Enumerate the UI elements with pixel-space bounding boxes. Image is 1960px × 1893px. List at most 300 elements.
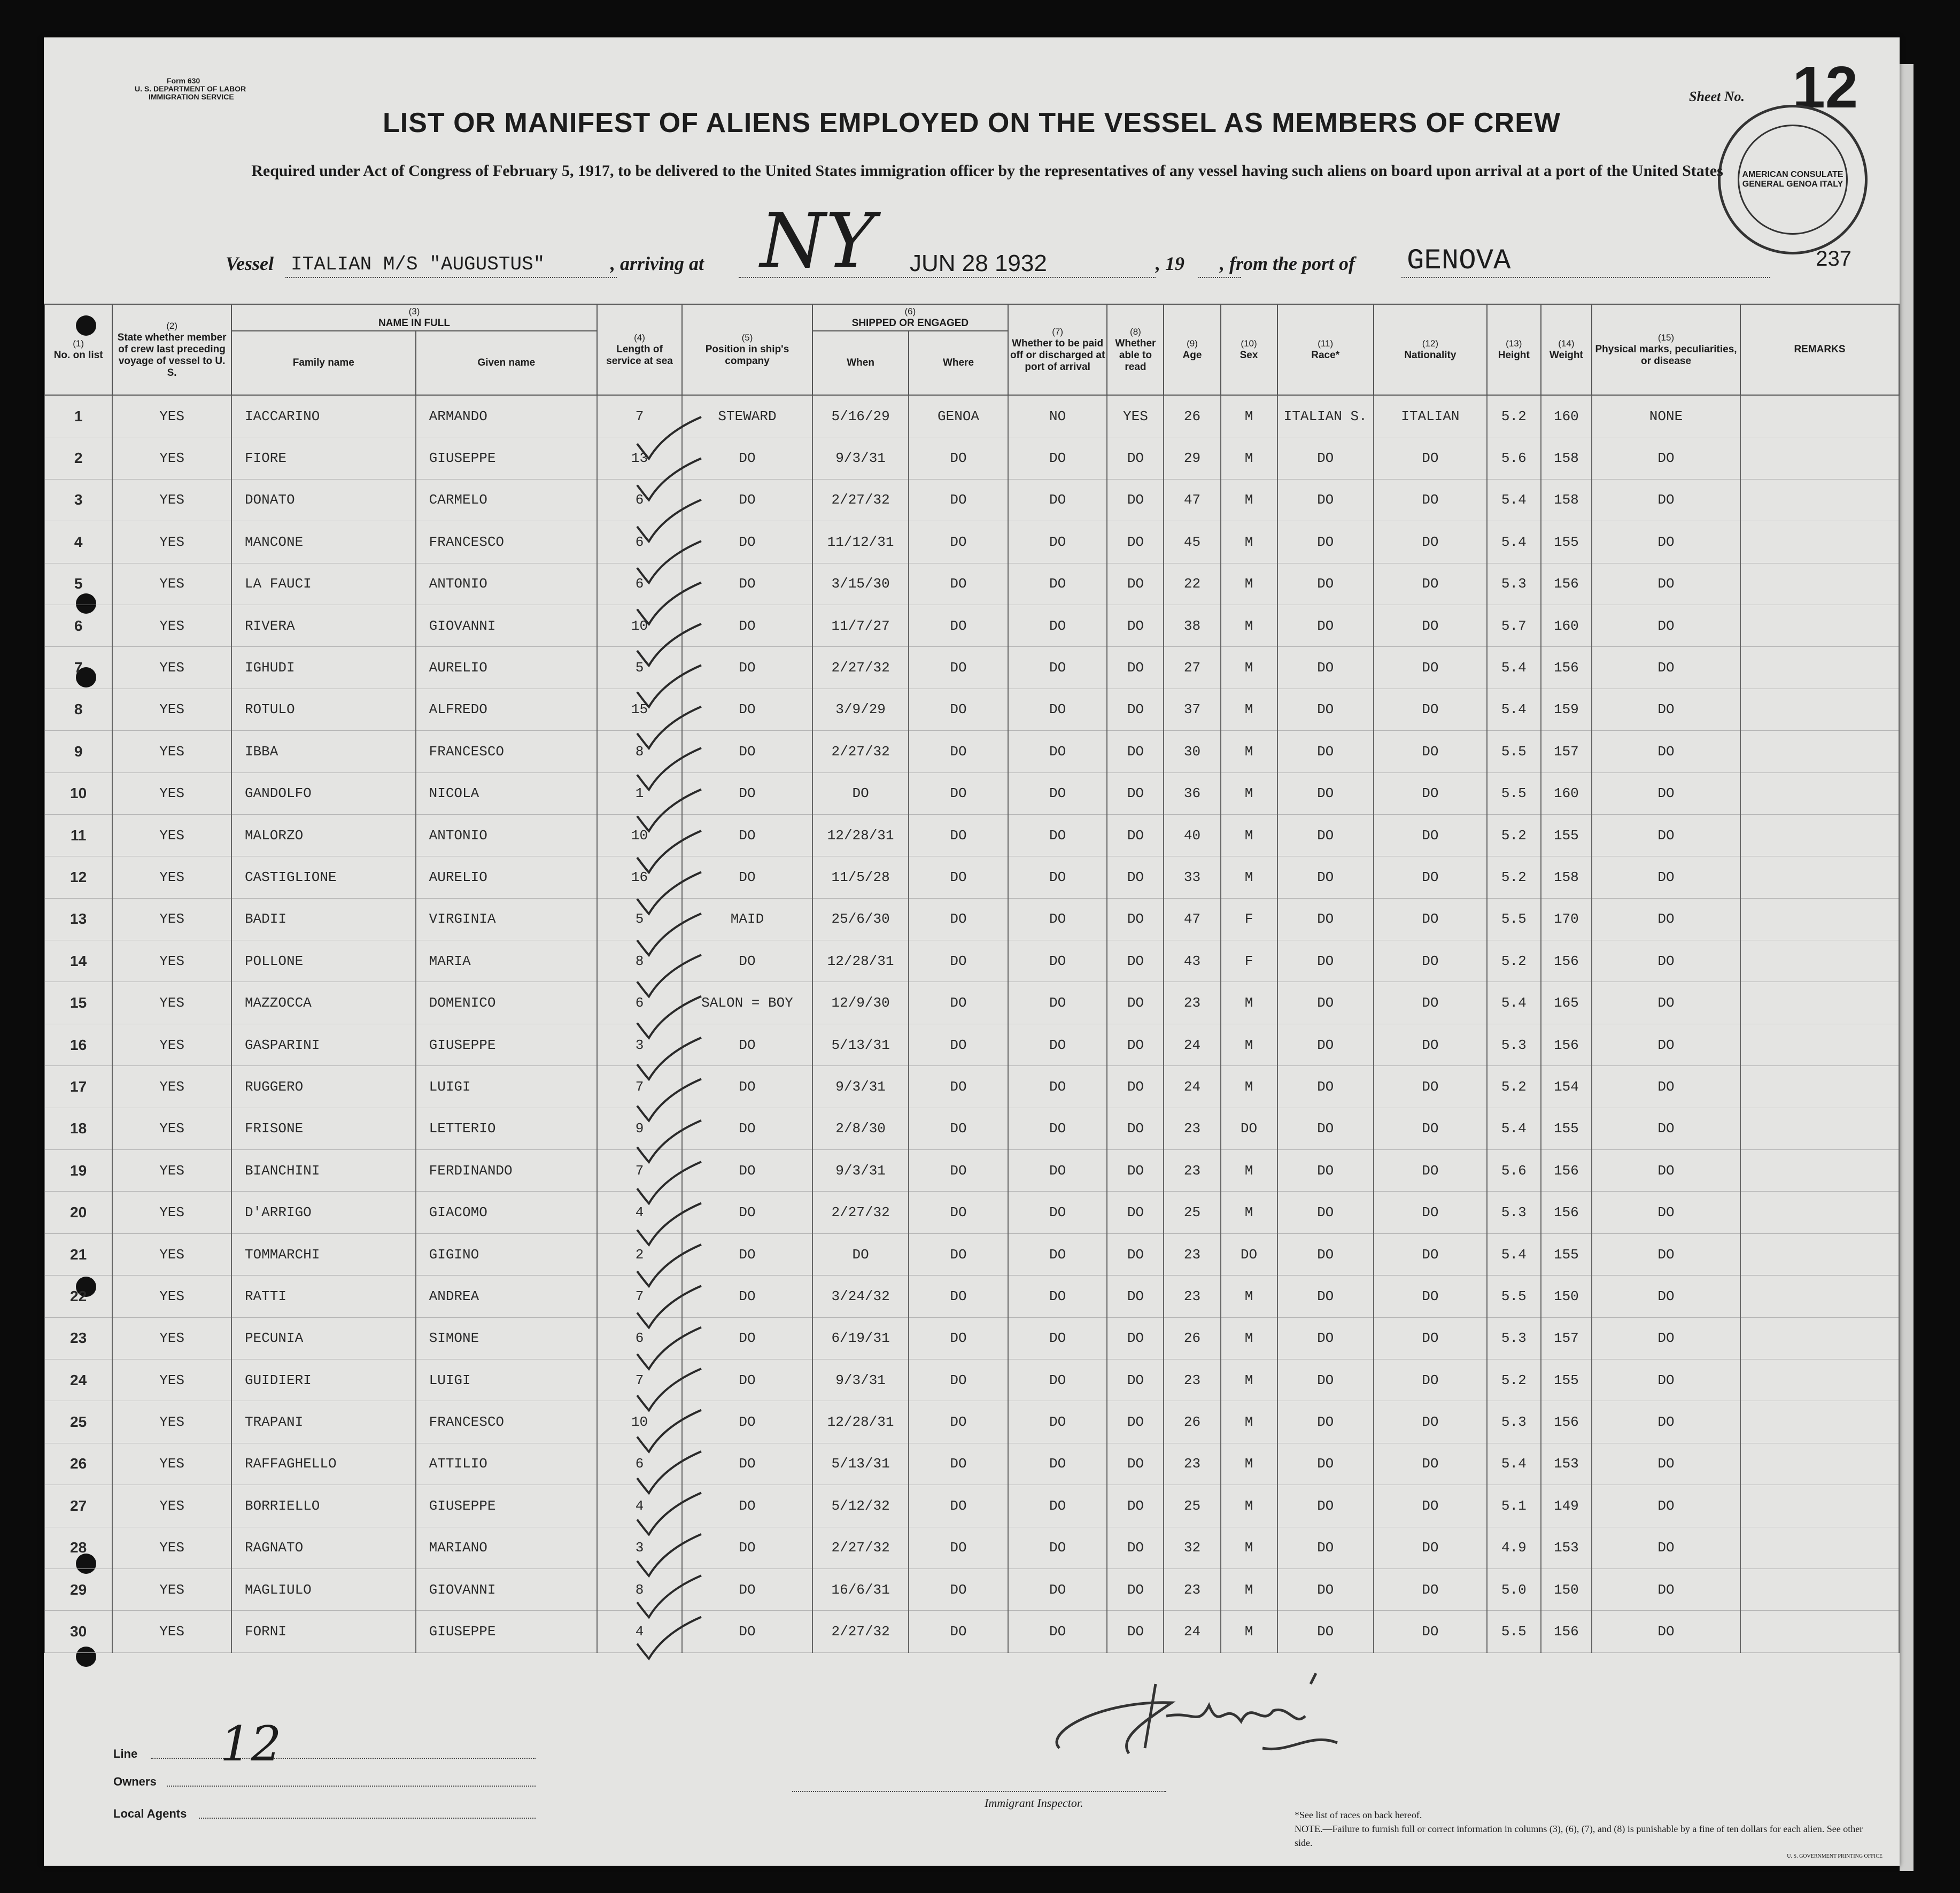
able-to-read: DO xyxy=(1107,1150,1164,1192)
table-row xyxy=(44,1443,1899,1485)
shipped-when: 2/27/32 xyxy=(812,1192,909,1233)
table-row xyxy=(44,1611,1899,1652)
paid-off: DO xyxy=(1008,731,1107,772)
check-mark xyxy=(637,790,701,831)
height: 5.5 xyxy=(1487,1276,1541,1317)
able-to-read: DO xyxy=(1107,1569,1164,1610)
physical-marks: DO xyxy=(1592,1527,1740,1569)
family-name: POLLONE xyxy=(231,940,416,982)
service-years: 10 xyxy=(597,814,682,856)
previous-voyage: YES xyxy=(112,940,231,982)
row-number: 24 xyxy=(44,1359,112,1401)
row-number: 10 xyxy=(44,772,112,814)
height: 5.6 xyxy=(1487,1150,1541,1192)
paid-off: DO xyxy=(1008,521,1107,563)
shipped-when: 3/9/29 xyxy=(812,689,909,730)
row-number: 14 xyxy=(44,940,112,982)
shipped-when: 9/3/31 xyxy=(812,437,909,479)
race: DO xyxy=(1277,982,1374,1024)
race: DO xyxy=(1277,1527,1374,1569)
nationality: DO xyxy=(1374,1611,1487,1652)
sex: M xyxy=(1221,521,1277,563)
given-name: LETTERIO xyxy=(416,1108,597,1149)
family-name: BIANCHINI xyxy=(231,1150,416,1192)
paid-off: DO xyxy=(1008,479,1107,521)
given-name: CARMELO xyxy=(416,479,597,521)
service-years: 7 xyxy=(597,1066,682,1108)
family-name: D'ARRIGO xyxy=(231,1192,416,1233)
shipped-where: DO xyxy=(909,437,1008,479)
col-marks-header: (15) Physical marks, peculiarities, or disease xyxy=(1592,304,1740,395)
sex: M xyxy=(1221,1066,1277,1108)
check-mark xyxy=(637,624,701,666)
row-number: 20 xyxy=(44,1192,112,1233)
previous-voyage: YES xyxy=(112,982,231,1024)
service-years: 2 xyxy=(597,1233,682,1275)
shipped-where: DO xyxy=(909,814,1008,856)
family-name: BADII xyxy=(231,898,416,940)
age: 26 xyxy=(1164,395,1220,437)
shipped-where: DO xyxy=(909,1401,1008,1443)
service-years: 13 xyxy=(597,437,682,479)
paid-off: DO xyxy=(1008,1108,1107,1149)
previous-voyage: YES xyxy=(112,1317,231,1359)
given-name: LUIGI xyxy=(416,1359,597,1401)
remarks xyxy=(1740,1401,1899,1443)
line-value-handwritten: 12 xyxy=(220,1716,282,1772)
position: MAID xyxy=(682,898,812,940)
table-row xyxy=(44,940,1899,982)
nationality: DO xyxy=(1374,563,1487,605)
given-name: GIUSEPPE xyxy=(416,1024,597,1065)
weight: 157 xyxy=(1541,731,1592,772)
sex: M xyxy=(1221,689,1277,730)
remarks xyxy=(1740,982,1899,1024)
check-mark xyxy=(637,541,701,583)
service-years: 10 xyxy=(597,605,682,646)
physical-marks: DO xyxy=(1592,1108,1740,1149)
service-years: 7 xyxy=(597,395,682,437)
row-number: 5 xyxy=(44,563,112,605)
check-mark xyxy=(637,1121,701,1162)
previous-voyage: YES xyxy=(112,1108,231,1149)
table-row xyxy=(44,1024,1899,1065)
service-years: 4 xyxy=(597,1485,682,1527)
service-years: 8 xyxy=(597,1569,682,1610)
position: DO xyxy=(682,689,812,730)
race: DO xyxy=(1277,605,1374,646)
age: 27 xyxy=(1164,647,1220,689)
family-name: GANDOLFO xyxy=(231,772,416,814)
paid-off: DO xyxy=(1008,1569,1107,1610)
remarks xyxy=(1740,856,1899,898)
row-number: 30 xyxy=(44,1611,112,1652)
able-to-read: DO xyxy=(1107,605,1164,646)
weight: 158 xyxy=(1541,856,1592,898)
shipped-where: DO xyxy=(909,1527,1008,1569)
previous-voyage: YES xyxy=(112,1359,231,1401)
check-mark xyxy=(637,1079,701,1121)
position: STEWARD xyxy=(682,395,812,437)
height: 5.5 xyxy=(1487,898,1541,940)
weight: 153 xyxy=(1541,1443,1592,1485)
col-read-header: (8) Whether able to read xyxy=(1107,304,1164,395)
height: 5.7 xyxy=(1487,605,1541,646)
sex: M xyxy=(1221,647,1277,689)
shipped-where: DO xyxy=(909,1150,1008,1192)
position: DO xyxy=(682,731,812,772)
remarks xyxy=(1740,563,1899,605)
shipped-where: DO xyxy=(909,856,1008,898)
height: 5.5 xyxy=(1487,731,1541,772)
physical-marks: DO xyxy=(1592,1359,1740,1401)
col-weight-header: (14) Weight xyxy=(1541,304,1592,395)
service-years: 10 xyxy=(597,1401,682,1443)
sex: M xyxy=(1221,1443,1277,1485)
table-row xyxy=(44,1108,1899,1149)
position: DO xyxy=(682,1317,812,1359)
age: 23 xyxy=(1164,1108,1220,1149)
race-note: *See list of races on back hereof. xyxy=(1295,1810,1422,1820)
form-identifier xyxy=(135,77,246,101)
race: DO xyxy=(1277,563,1374,605)
check-mark xyxy=(637,1286,701,1327)
previous-voyage: YES xyxy=(112,1233,231,1275)
weight: 159 xyxy=(1541,689,1592,730)
col-name-header: (3) NAME IN FULL xyxy=(231,304,597,331)
shipped-when: 9/3/31 xyxy=(812,1150,909,1192)
remarks xyxy=(1740,1527,1899,1569)
service-years: 6 xyxy=(597,563,682,605)
weight: 153 xyxy=(1541,1527,1592,1569)
check-mark xyxy=(637,872,701,914)
previous-voyage: YES xyxy=(112,1150,231,1192)
age: 43 xyxy=(1164,940,1220,982)
height: 5.4 xyxy=(1487,1108,1541,1149)
given-name: DOMENICO xyxy=(416,982,597,1024)
nationality: DO xyxy=(1374,1485,1487,1527)
col-sex-header: (10) Sex xyxy=(1221,304,1277,395)
previous-voyage: YES xyxy=(112,479,231,521)
physical-marks: DO xyxy=(1592,856,1740,898)
check-mark xyxy=(637,748,701,790)
family-name: RAFFAGHELLO xyxy=(231,1443,416,1485)
given-name: GIUSEPPE xyxy=(416,437,597,479)
service-years: 7 xyxy=(597,1359,682,1401)
position: DO xyxy=(682,1024,812,1065)
height: 5.4 xyxy=(1487,1443,1541,1485)
age: 47 xyxy=(1164,898,1220,940)
table-row xyxy=(44,898,1899,940)
shipped-where: DO xyxy=(909,898,1008,940)
service-years: 16 xyxy=(597,856,682,898)
height: 5.3 xyxy=(1487,1401,1541,1443)
remarks xyxy=(1740,1233,1899,1275)
table-row xyxy=(44,647,1899,689)
check-mark xyxy=(637,1203,701,1245)
position: DO xyxy=(682,563,812,605)
from-port-label: , from the port of xyxy=(1220,253,1355,274)
age: 26 xyxy=(1164,1317,1220,1359)
family-name: FRISONE xyxy=(231,1108,416,1149)
sex: M xyxy=(1221,1150,1277,1192)
paid-off: NO xyxy=(1008,395,1107,437)
row-number: 19 xyxy=(44,1150,112,1192)
race: DO xyxy=(1277,1569,1374,1610)
shipped-when: 2/27/32 xyxy=(812,1527,909,1569)
check-mark xyxy=(637,1327,701,1369)
check-mark xyxy=(637,1534,701,1576)
service-years: 9 xyxy=(597,1108,682,1149)
race: DO xyxy=(1277,1485,1374,1527)
printer-mark: U. S. GOVERNMENT PRINTING OFFICE xyxy=(1787,1853,1882,1859)
nationality: DO xyxy=(1374,1317,1487,1359)
shipped-where: DO xyxy=(909,1317,1008,1359)
previous-voyage: YES xyxy=(112,395,231,437)
remarks xyxy=(1740,1066,1899,1108)
sex: M xyxy=(1221,772,1277,814)
table-row xyxy=(44,563,1899,605)
able-to-read: DO xyxy=(1107,1359,1164,1401)
remarks xyxy=(1740,1024,1899,1065)
shipped-when: 6/19/31 xyxy=(812,1317,909,1359)
nationality: DO xyxy=(1374,479,1487,521)
shipped-where: DO xyxy=(909,647,1008,689)
nationality: DO xyxy=(1374,814,1487,856)
age: 23 xyxy=(1164,1150,1220,1192)
height: 5.2 xyxy=(1487,1066,1541,1108)
shipped-where: DO xyxy=(909,731,1008,772)
family-name: IACCARINO xyxy=(231,395,416,437)
remarks xyxy=(1740,1192,1899,1233)
row-number: 15 xyxy=(44,982,112,1024)
previous-voyage: YES xyxy=(112,1443,231,1485)
remarks xyxy=(1740,437,1899,479)
weight: 156 xyxy=(1541,1611,1592,1652)
service-years: 5 xyxy=(597,647,682,689)
age: 24 xyxy=(1164,1024,1220,1065)
check-mark xyxy=(637,1369,701,1410)
paid-off: DO xyxy=(1008,1024,1107,1065)
nationality: DO xyxy=(1374,605,1487,646)
family-name: FORNI xyxy=(231,1611,416,1652)
check-mark xyxy=(637,996,701,1038)
remarks xyxy=(1740,605,1899,646)
given-name: FRANCESCO xyxy=(416,731,597,772)
weight: 150 xyxy=(1541,1276,1592,1317)
physical-marks: DO xyxy=(1592,982,1740,1024)
given-name: SIMONE xyxy=(416,1317,597,1359)
weight: 154 xyxy=(1541,1066,1592,1108)
race: DO xyxy=(1277,689,1374,730)
nationality: DO xyxy=(1374,1569,1487,1610)
remarks xyxy=(1740,395,1899,437)
able-to-read: DO xyxy=(1107,1233,1164,1275)
race: DO xyxy=(1277,521,1374,563)
table-row xyxy=(44,521,1899,563)
family-name: MAGLIULO xyxy=(231,1569,416,1610)
physical-marks: DO xyxy=(1592,1317,1740,1359)
able-to-read: DO xyxy=(1107,1066,1164,1108)
table-row xyxy=(44,982,1899,1024)
table-row xyxy=(44,772,1899,814)
height: 5.3 xyxy=(1487,1192,1541,1233)
height: 5.3 xyxy=(1487,1024,1541,1065)
shipped-where: GENOA xyxy=(909,395,1008,437)
local-agents-label: Local Agents xyxy=(113,1807,187,1820)
position: DO xyxy=(682,772,812,814)
paid-off: DO xyxy=(1008,814,1107,856)
nationality: DO xyxy=(1374,647,1487,689)
sex: M xyxy=(1221,1192,1277,1233)
given-name: ARMANDO xyxy=(416,395,597,437)
physical-marks: DO xyxy=(1592,1024,1740,1065)
family-name: LA FAUCI xyxy=(231,563,416,605)
shipped-when: 16/6/31 xyxy=(812,1569,909,1610)
age: 23 xyxy=(1164,1276,1220,1317)
table-row xyxy=(44,395,1899,437)
shipped-where: DO xyxy=(909,605,1008,646)
paid-off: DO xyxy=(1008,437,1107,479)
arrival-port-handwritten: NY xyxy=(760,198,875,285)
check-marks-layer xyxy=(621,412,792,1695)
col-position-header: (5) Position in ship's company xyxy=(682,304,812,395)
age: 32 xyxy=(1164,1527,1220,1569)
able-to-read: DO xyxy=(1107,437,1164,479)
weight: 160 xyxy=(1541,605,1592,646)
position: DO xyxy=(682,521,812,563)
sex: M xyxy=(1221,1317,1277,1359)
previous-voyage: YES xyxy=(112,647,231,689)
given-name: GIACOMO xyxy=(416,1192,597,1233)
shipped-when: 3/15/30 xyxy=(812,563,909,605)
shipped-when: 2/8/30 xyxy=(812,1108,909,1149)
able-to-read: DO xyxy=(1107,1276,1164,1317)
previous-voyage: YES xyxy=(112,437,231,479)
row-number: 6 xyxy=(44,605,112,646)
weight: 156 xyxy=(1541,563,1592,605)
given-name: ANTONIO xyxy=(416,814,597,856)
previous-voyage: YES xyxy=(112,856,231,898)
shipped-where: DO xyxy=(909,982,1008,1024)
service-years: 7 xyxy=(597,1150,682,1192)
given-name: GIUSEPPE xyxy=(416,1611,597,1652)
position: DO xyxy=(682,1611,812,1652)
position: DO xyxy=(682,1401,812,1443)
shipped-when: 2/27/32 xyxy=(812,1611,909,1652)
family-name: RIVERA xyxy=(231,605,416,646)
family-name: TRAPANI xyxy=(231,1401,416,1443)
vessel-label: Vessel xyxy=(226,253,274,274)
sex: DO xyxy=(1221,1233,1277,1275)
age: 23 xyxy=(1164,1233,1220,1275)
shipped-when: 2/27/32 xyxy=(812,731,909,772)
col-no-header: (1) No. on list xyxy=(44,304,112,395)
service-years: 6 xyxy=(597,521,682,563)
race: DO xyxy=(1277,1024,1374,1065)
age: 25 xyxy=(1164,1485,1220,1527)
weight: 155 xyxy=(1541,521,1592,563)
family-name: GASPARINI xyxy=(231,1024,416,1065)
paid-off: DO xyxy=(1008,898,1107,940)
height: 5.2 xyxy=(1487,856,1541,898)
shipped-where: DO xyxy=(909,563,1008,605)
paid-off: DO xyxy=(1008,605,1107,646)
paid-off: DO xyxy=(1008,982,1107,1024)
row-number: 27 xyxy=(44,1485,112,1527)
family-name: PECUNIA xyxy=(231,1317,416,1359)
check-mark xyxy=(637,1575,701,1617)
height: 5.4 xyxy=(1487,647,1541,689)
row-number: 25 xyxy=(44,1401,112,1443)
previous-voyage: YES xyxy=(112,1401,231,1443)
nationality: DO xyxy=(1374,772,1487,814)
sex: M xyxy=(1221,1359,1277,1401)
check-mark xyxy=(637,707,701,748)
shipped-when: 5/13/31 xyxy=(812,1443,909,1485)
remarks xyxy=(1740,1317,1899,1359)
row-number: 21 xyxy=(44,1233,112,1275)
row-number: 16 xyxy=(44,1024,112,1065)
col-when-header: When xyxy=(812,331,909,395)
nationality: DO xyxy=(1374,521,1487,563)
position: DO xyxy=(682,1527,812,1569)
sex: M xyxy=(1221,731,1277,772)
able-to-read: DO xyxy=(1107,1401,1164,1443)
previous-voyage: YES xyxy=(112,1527,231,1569)
paid-off: DO xyxy=(1008,940,1107,982)
age: 26 xyxy=(1164,1401,1220,1443)
shipped-where: DO xyxy=(909,1611,1008,1652)
shipped-when: 2/27/32 xyxy=(812,479,909,521)
row-number: 13 xyxy=(44,898,112,940)
shipped-when: 5/12/32 xyxy=(812,1485,909,1527)
nationality: DO xyxy=(1374,1276,1487,1317)
given-name: MARIA xyxy=(416,940,597,982)
given-name: ANTONIO xyxy=(416,563,597,605)
row-number: 1 xyxy=(44,395,112,437)
check-mark xyxy=(637,583,701,624)
given-name: ATTILIO xyxy=(416,1443,597,1485)
able-to-read: DO xyxy=(1107,1527,1164,1569)
previous-voyage: YES xyxy=(112,605,231,646)
family-name: TOMMARCHI xyxy=(231,1233,416,1275)
weight: 155 xyxy=(1541,1359,1592,1401)
position: DO xyxy=(682,1485,812,1527)
table-row xyxy=(44,814,1899,856)
able-to-read: DO xyxy=(1107,856,1164,898)
weight: 149 xyxy=(1541,1485,1592,1527)
position: DO xyxy=(682,1276,812,1317)
family-name: MAZZOCCA xyxy=(231,982,416,1024)
shipped-when: 11/12/31 xyxy=(812,521,909,563)
race: DO xyxy=(1277,1317,1374,1359)
race: DO xyxy=(1277,1108,1374,1149)
race: DO xyxy=(1277,479,1374,521)
nationality: DO xyxy=(1374,1401,1487,1443)
height: 5.4 xyxy=(1487,1233,1541,1275)
paid-off: DO xyxy=(1008,1401,1107,1443)
service-years: 1 xyxy=(597,772,682,814)
table-row xyxy=(44,1401,1899,1443)
service-years: 3 xyxy=(597,1024,682,1065)
shipped-where: DO xyxy=(909,1443,1008,1485)
form-number: Form 630 xyxy=(167,76,200,85)
shipped-when: 9/3/31 xyxy=(812,1066,909,1108)
row-number: 2 xyxy=(44,437,112,479)
check-mark xyxy=(637,914,701,955)
given-name: ALFREDO xyxy=(416,689,597,730)
